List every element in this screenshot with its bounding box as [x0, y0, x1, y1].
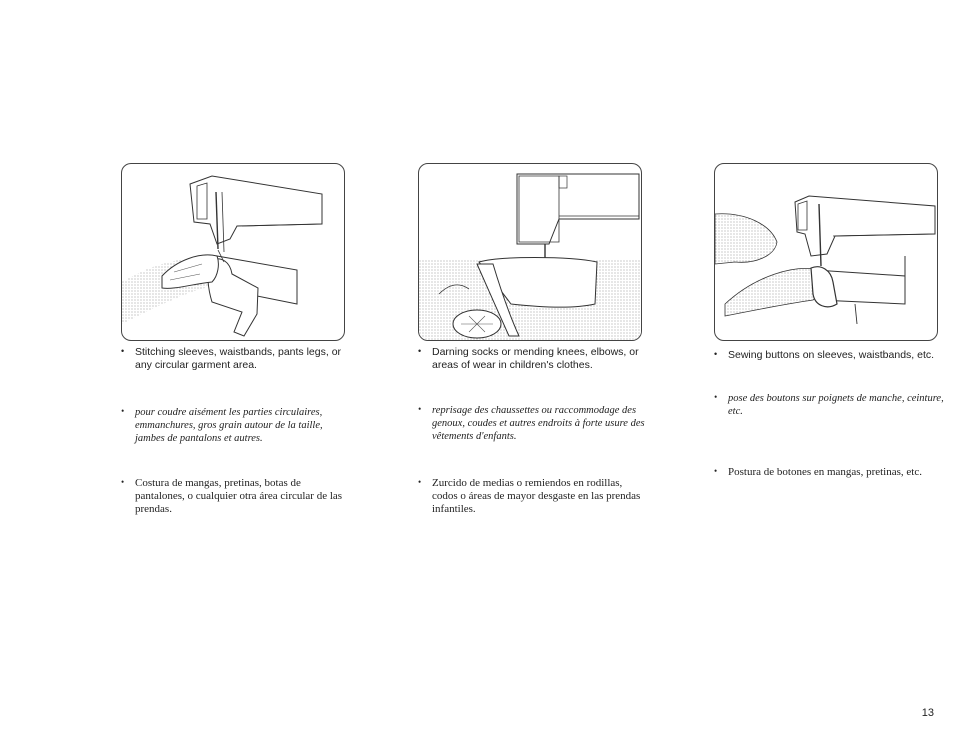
caption-spanish: • Postura de botones en mangas, pretinas, etc.: [714, 466, 922, 478]
sewing-machine-sleeve-illustration: [121, 163, 345, 341]
bullet: •: [418, 404, 422, 414]
caption-spanish: • Costura de mangas, pretinas, botas de pantalones, o cualquier otra área circular de las prendas.: [121, 477, 343, 515]
button-drawing: [715, 164, 937, 340]
column-sleeve-stitching: [121, 163, 353, 516]
bullet: •: [418, 477, 422, 487]
bullet: •: [418, 346, 422, 356]
caption-english: • Stitching sleeves, waistbands, pants legs, or any circular garment area.: [121, 346, 342, 371]
bullet: •: [714, 466, 718, 476]
darning-drawing: [419, 164, 641, 340]
page-number: 13: [921, 707, 934, 719]
caption-french: • pose des boutons sur poignets de manche, ceinture, etc.: [714, 392, 944, 417]
bullet: •: [714, 349, 718, 359]
sewing-machine-darning-illustration: [418, 163, 642, 341]
caption-english: • Darning socks or mending knees, elbows, or areas of wear in children's clothes.: [418, 346, 639, 371]
caption-spanish: • Zurcido de medias o remiendos en rodillas, codos o áreas de mayor desgaste en las prendas infantiles.: [418, 477, 641, 515]
sleeve-drawing: [122, 164, 344, 340]
caption-english: • Sewing buttons on sleeves, waistbands, etc.: [714, 349, 935, 361]
column-darning: [418, 163, 650, 516]
column-buttons: [714, 163, 946, 479]
caption-french: • pour coudre aisément les parties circulaires, emmanchures, gros grain autour de la taille, jambes de pantalons et autres.: [121, 406, 323, 444]
bullet: •: [121, 346, 125, 356]
bullet: •: [714, 392, 718, 402]
sewing-machine-button-illustration: [714, 163, 938, 341]
bullet: •: [121, 406, 125, 416]
caption-french: • reprisage des chaussettes ou raccommodage des genoux, coudes et autres endroits à forte usure des vêtements d'enfants.: [418, 404, 645, 442]
bullet: •: [121, 477, 125, 487]
